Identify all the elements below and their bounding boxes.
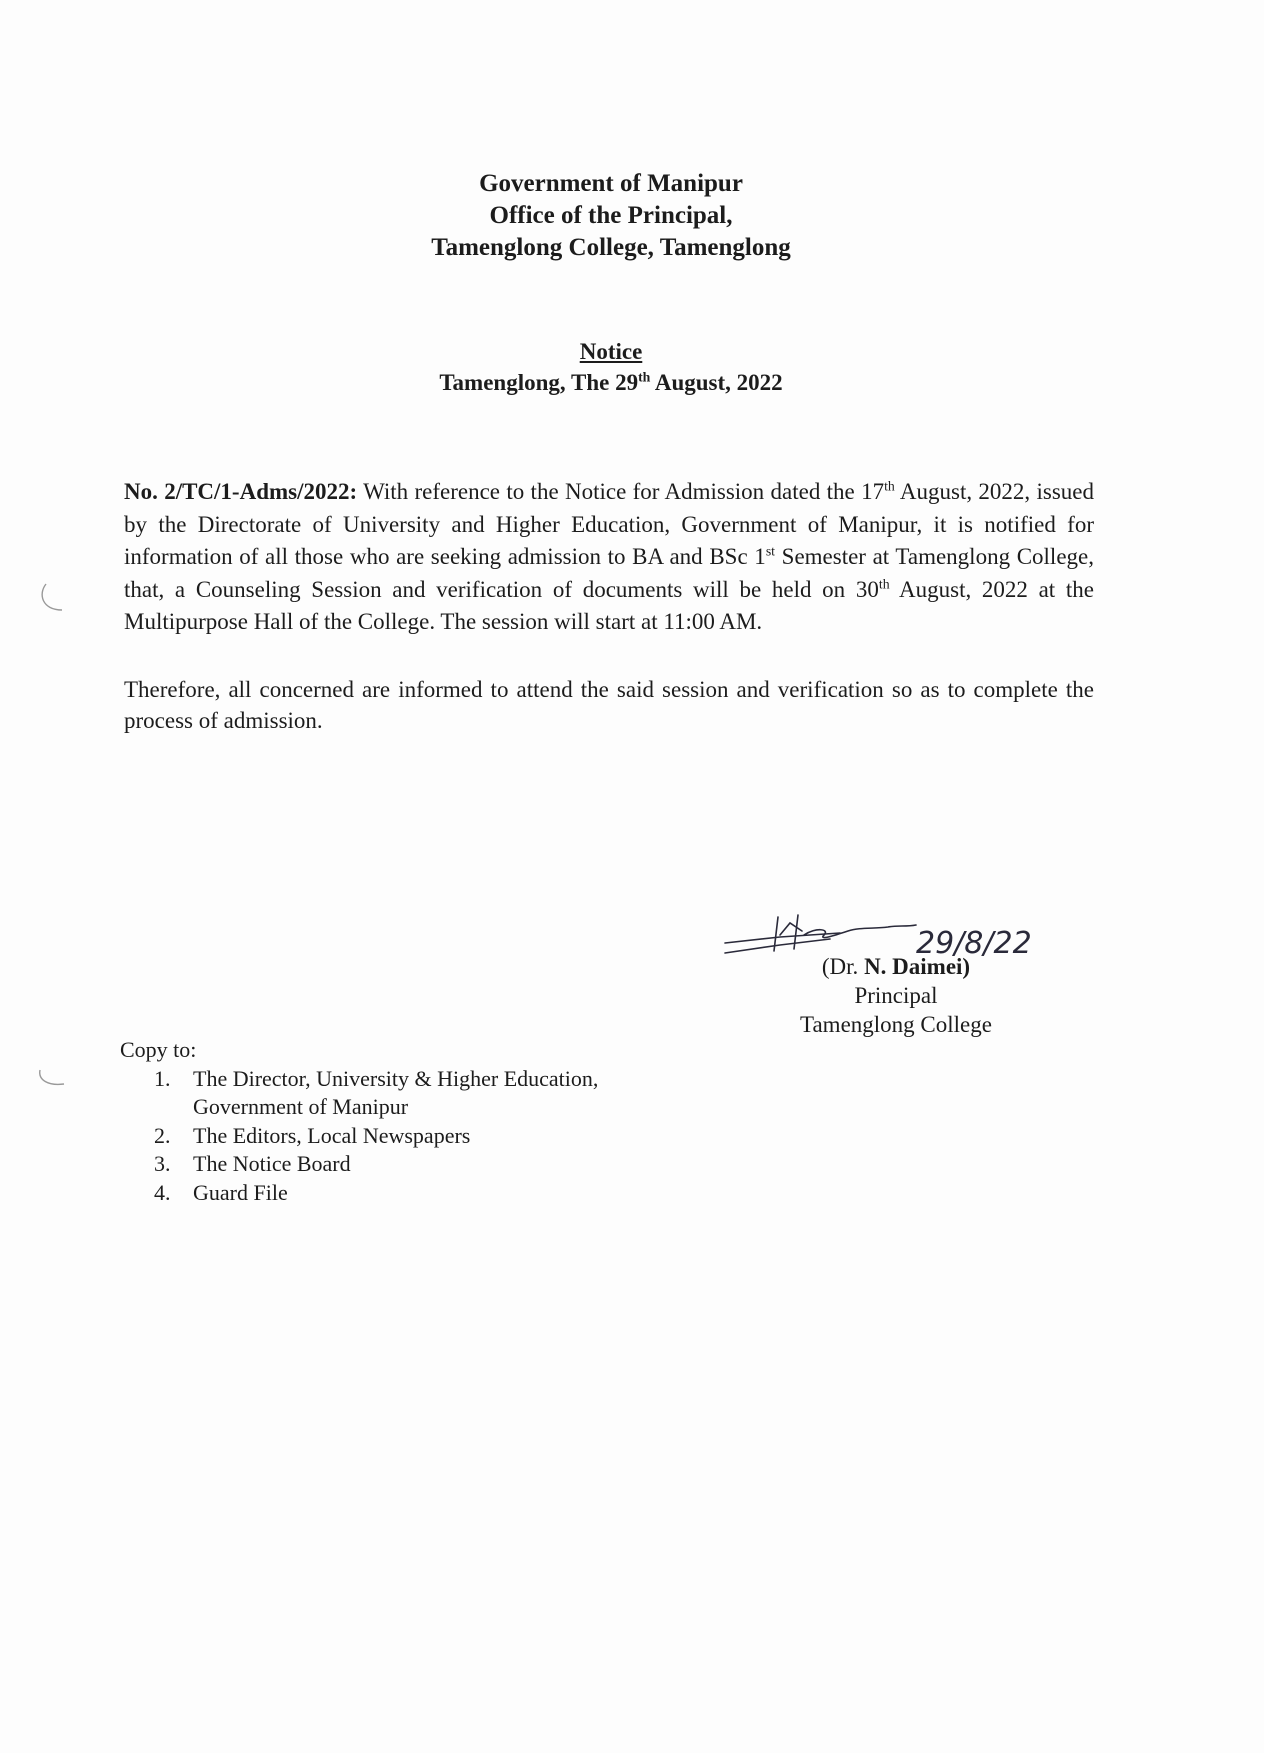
punch-hole-mark — [34, 1066, 74, 1096]
notice-body-paragraph: No. 2/TC/1-Adms/2022: With reference to the Notice for Admission dated the 17th August, 2022, issued by the Directorate of University and Higher Education, Government of Manipur, it is notified for information of all those who are seeking admission to BA and BSc 1st Semester at Tamenglong College, that, a Counseling Session and verification of documents will be held on 30th August, 2022 at the Multipurpose Hall of the College. The session will start at 11:00 AM. — [124, 478, 1095, 634]
copy-to-label: Copy to: — [120, 1037, 197, 1062]
reference-number: No. 2/TC/1-Adms/2022: — [124, 479, 358, 504]
signatory-name: (Dr. N. Daimei) — [821, 954, 971, 979]
header-college: Tamenglong College, Tamenglong — [431, 234, 791, 261]
signatory-block — [776, 952, 1016, 1039]
signatory-institution: Tamenglong College — [800, 1012, 992, 1037]
notice-closing-paragraph: Therefore, all concerned are informed to attend the said session and verification so as to complete the process of admission. — [124, 677, 1094, 733]
list-item: 3. The Notice Board — [154, 1151, 351, 1176]
signature-date: 29/8/22 — [916, 926, 1032, 961]
notice-date: Tamenglong, The 29th August, 2022 — [439, 369, 783, 395]
punch-hole-mark — [36, 580, 76, 620]
copy-to-list — [120, 1065, 598, 1208]
list-item: 2. The Editors, Local Newspapers — [154, 1122, 471, 1148]
signatory-designation: Principal — [854, 983, 938, 1008]
notice-title: Notice — [579, 339, 643, 364]
letterhead — [0, 168, 1222, 264]
notice-heading — [0, 336, 1222, 398]
header-office: Office of the Principal, — [489, 202, 733, 229]
header-government: Government of Manipur — [479, 170, 743, 197]
list-item: 1. The Director, University & Higher Education, Government of Manipur — [154, 1065, 599, 1119]
copy-to-section — [120, 1036, 598, 1207]
list-item: 4. Guard File — [154, 1179, 288, 1205]
